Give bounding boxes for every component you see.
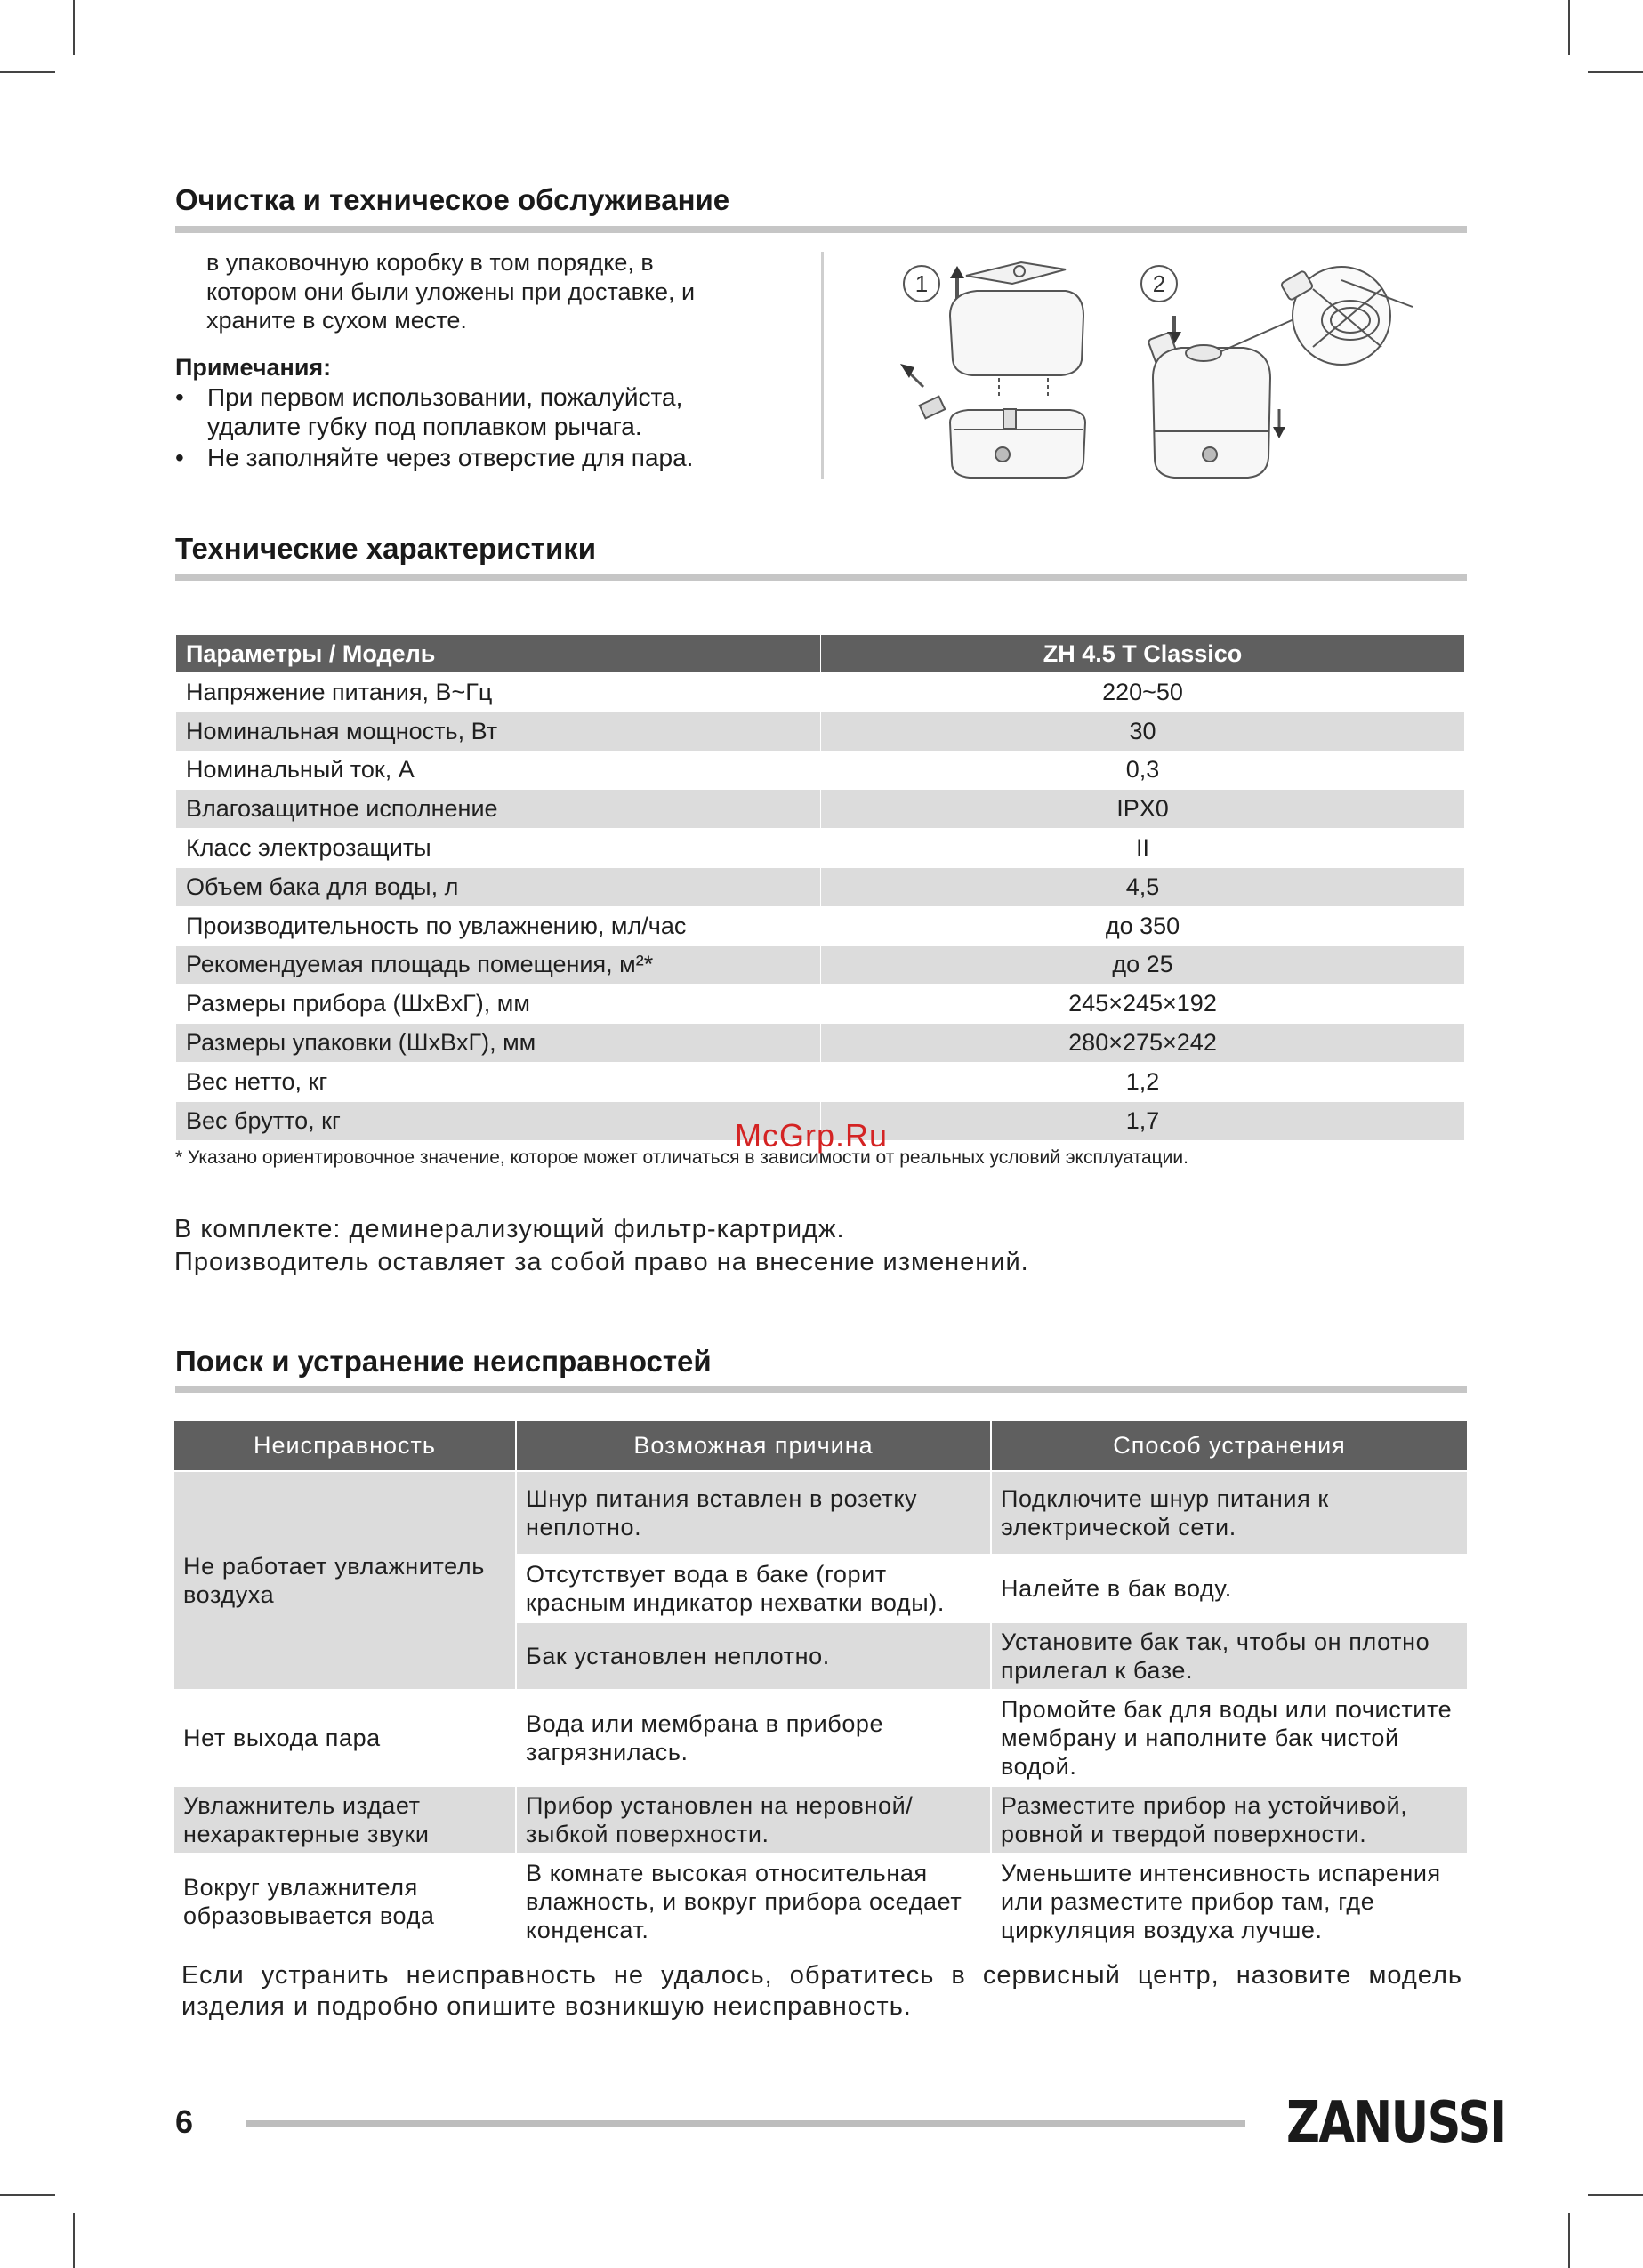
specs-row: [176, 751, 1465, 790]
fix-cell: Уменьшите интенсивность испарения или разместите прибор там, где циркуляция воздуха лучше.: [991, 1854, 1468, 1950]
spec-value: 245×245×192: [821, 985, 1465, 1024]
spec-param: Влагозащитное исполнение: [176, 790, 821, 829]
crop-mark: [73, 0, 75, 55]
bullet-dot: •: [175, 383, 184, 411]
specs-row: [176, 1024, 1465, 1063]
spec-param: Производительность по увлажнению, мл/час: [176, 906, 821, 945]
spec-value: 280×275×242: [821, 1024, 1465, 1063]
troubleshooting-row: [173, 1854, 1468, 1950]
spec-value: II: [821, 829, 1465, 868]
spec-value: 30: [821, 712, 1465, 751]
note-line: При первом использовании, пожалуйста,: [207, 383, 683, 411]
cause-cell: Бак установлен неплотно.: [516, 1622, 991, 1690]
water-tank: [950, 291, 1083, 375]
troubleshooting-header-row: [173, 1420, 1468, 1471]
fix-cell: Установите бак так, чтобы он плотно прилегал к базе.: [991, 1622, 1468, 1690]
note-line: удалите губку под поплавком рычага.: [207, 413, 642, 440]
specs-row: [176, 906, 1465, 945]
problem-cell: Вокруг увлажнителя образовывается вода: [173, 1854, 516, 1950]
troubleshooting-header-cell: Способ устранения: [991, 1420, 1468, 1471]
section-title-cleaning: Очистка и техническое обслуживание: [175, 183, 730, 216]
spec-param: Номинальная мощность, Вт: [176, 712, 821, 751]
crop-mark: [0, 2194, 55, 2196]
spec-param: Номинальный ток, А: [176, 751, 821, 790]
paragraph-line: в упаковочную коробку в том порядке, в: [206, 249, 654, 276]
specs-row: [176, 867, 1465, 906]
spec-param: Размеры упаковки (ШxВxГ), мм: [176, 1024, 821, 1063]
cause-cell: В комнате высокая относительная влажность, и вокруг прибора оседает конденсат.: [516, 1854, 991, 1950]
problem-cell: Не работает увлажнитель воздуха: [173, 1471, 516, 1690]
paragraph-line: котором они были уложены при доставке, и: [206, 278, 696, 305]
specs-row: [176, 1062, 1465, 1101]
fix-cell: Подключите шнур питания к электрической сети.: [991, 1471, 1468, 1555]
specs-row: [176, 829, 1465, 868]
bullet-dot: •: [175, 444, 184, 471]
cause-cell: Вода или мембрана в приборе загрязнилась.: [516, 1690, 991, 1786]
section-rule: [175, 1386, 1467, 1393]
section-rule: [175, 226, 1467, 233]
section-title-troubleshooting: Поиск и устранение неисправностей: [175, 1345, 712, 1378]
page-number: 6: [175, 2103, 194, 2140]
troubleshooting-header-cell: Неисправность: [173, 1420, 516, 1471]
spec-param: Напряжение питания, В~Гц: [176, 673, 821, 712]
spec-value: 0,3: [821, 751, 1465, 790]
spec-param: Вес брутто, кг: [176, 1101, 821, 1140]
humidifier-illustration: [888, 253, 1422, 498]
section-rule: [175, 574, 1467, 581]
crop-mark: [1588, 2194, 1643, 2196]
note-line: Не заполняйте через отверстие для пара.: [207, 444, 694, 471]
body-knob: [1203, 447, 1217, 462]
specs-header-cell: Параметры / Модель: [176, 635, 821, 673]
spec-param: Объем бака для воды, л: [176, 867, 821, 906]
zanussi-logo: ZANUSSI: [1286, 2090, 1506, 2156]
cause-cell: Отсутствует вода в баке (горит красным индикатор нехватки воды).: [516, 1555, 991, 1622]
crop-mark: [0, 71, 55, 73]
spec-value: 1,7: [821, 1101, 1465, 1140]
problem-cell: Нет выхода пара: [173, 1690, 516, 1786]
troubleshooting-header-cell: Возможная причина: [516, 1420, 991, 1471]
step-1-label: 1: [914, 270, 929, 297]
note-text: [207, 443, 777, 472]
spec-value: 220~50: [821, 673, 1465, 712]
spec-param: Рекомендуемая площадь помещения, м²*: [176, 945, 821, 985]
crop-mark: [1568, 2213, 1570, 2268]
footnote: * Указано ориентировочное значение, которое может отличаться в зависимости от реальных условий эксплуатации.: [175, 1147, 1188, 1168]
step-2-label: 2: [1152, 270, 1166, 297]
notes-title: Примечания:: [175, 354, 332, 381]
spec-value: 4,5: [821, 867, 1465, 906]
footer-rule: [246, 2120, 1245, 2127]
section-title-specs: Технические характеристики: [175, 532, 597, 565]
spec-value: до 25: [821, 945, 1465, 985]
fix-cell: Разместите прибор на устойчивой, ровной и твердой поверхности.: [991, 1786, 1468, 1854]
humidifier-base: [950, 410, 1085, 478]
specs-table: [175, 634, 1465, 1141]
crop-mark: [73, 2213, 75, 2268]
specs-header-row: [176, 635, 1465, 673]
column-divider: [821, 252, 824, 479]
spec-param: Класс электрозащиты: [176, 829, 821, 868]
kit-line: В комплекте: деминерализующий фильтр-картридж.: [174, 1215, 845, 1243]
fix-cell: Налейте в бак воду.: [991, 1555, 1468, 1622]
troubleshooting-row: [173, 1471, 1468, 1555]
specs-row: [176, 712, 1465, 751]
spec-value: 1,2: [821, 1062, 1465, 1101]
sponge: [920, 397, 946, 419]
fill-opening: [1186, 345, 1221, 361]
spec-param: Размеры прибора (ШxВxГ), мм: [176, 985, 821, 1024]
specs-row: [176, 945, 1465, 985]
crop-mark: [1568, 0, 1570, 55]
service-advice-line: изделия и подробно опишите возникшую неисправность.: [181, 1992, 912, 2021]
specs-header-cell: ZH 4.5 T Classico: [821, 635, 1465, 673]
manufacturer-note: Производитель оставляет за собой право на внесение изменений.: [174, 1248, 1029, 1276]
problem-cell: Увлажнитель издает нехарактерные звуки: [173, 1786, 516, 1854]
base-knob: [995, 447, 1010, 462]
paragraph-line: храните в сухом месте.: [206, 307, 467, 334]
specs-row: [176, 673, 1465, 712]
cause-cell: Прибор установлен на неровной/ зыбкой поверхности.: [516, 1786, 991, 1854]
spec-value: до 350: [821, 906, 1465, 945]
troubleshooting-row: [173, 1786, 1468, 1854]
service-advice-line: Если устранить неисправность не удалось, обратитесь в сервисный центр, назовите модель: [181, 1961, 1462, 1990]
tank-lid: [966, 262, 1066, 284]
specs-row: [176, 985, 1465, 1024]
troubleshooting-row: [173, 1690, 1468, 1786]
troubleshooting-table: [173, 1420, 1469, 1950]
spec-param: Вес нетто, кг: [176, 1062, 821, 1101]
cause-cell: Шнур питания вставлен в розетку неплотно.: [516, 1471, 991, 1555]
fix-cell: Промойте бак для воды или почистите мембрану и наполните бак чистой водой.: [991, 1690, 1468, 1786]
crop-mark: [1588, 71, 1643, 73]
spec-value: IPX0: [821, 790, 1465, 829]
watermark: McGrp.Ru: [735, 1117, 889, 1154]
note-text: [207, 382, 777, 441]
specs-row: [176, 790, 1465, 829]
